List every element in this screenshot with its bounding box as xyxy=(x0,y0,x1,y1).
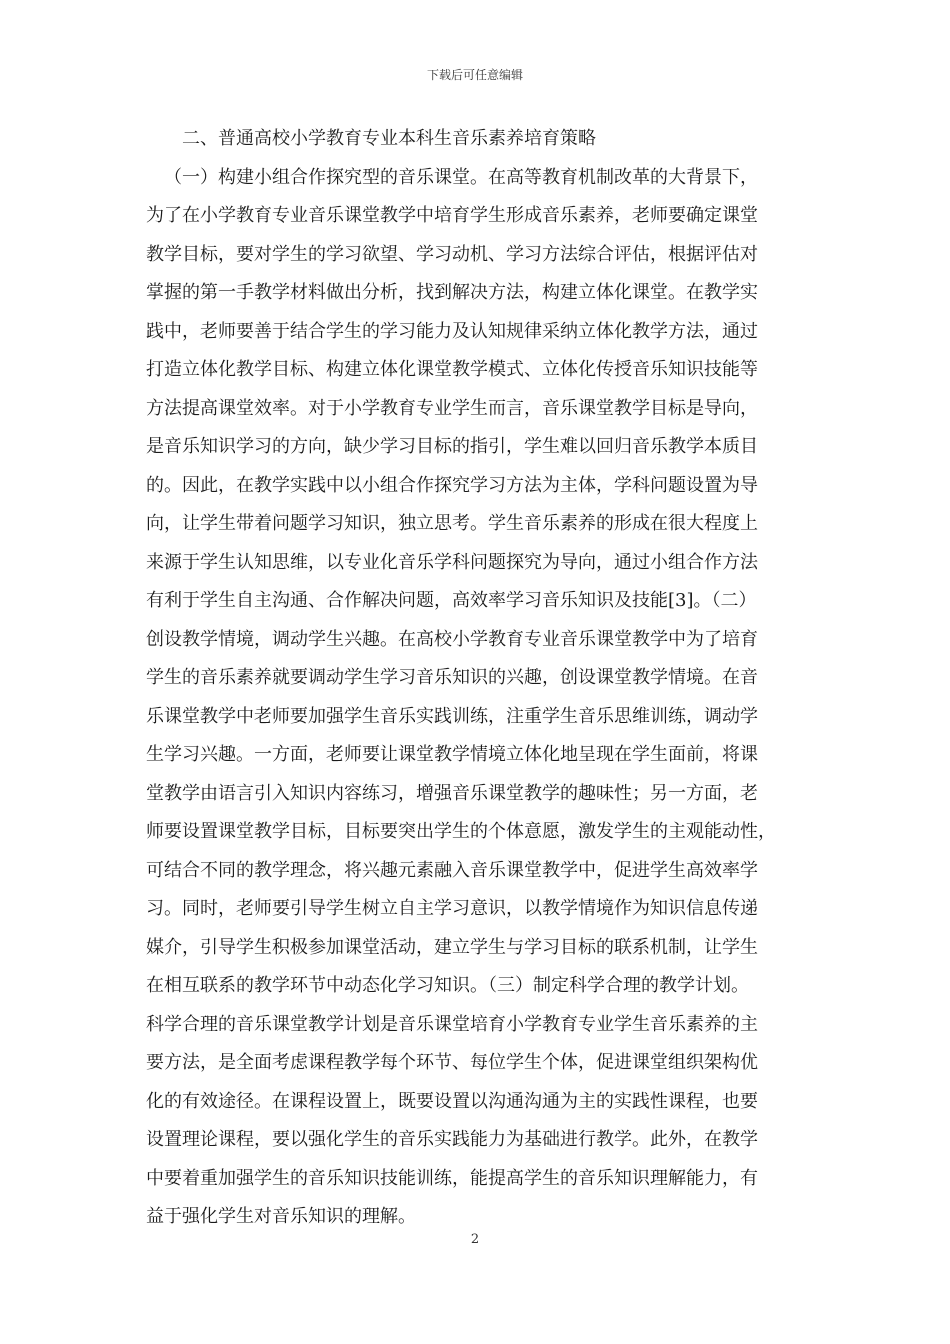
paragraph-line: 要方法，是全面考虑课程教学每个环节、每位学生个体，促进课堂组织架构优 xyxy=(146,1052,758,1073)
page-number: 2 xyxy=(470,1232,480,1247)
paragraph-line: 师要设置课堂教学目标，目标要突出学生的个体意愿，激发学生的主观能动性， xyxy=(146,821,776,842)
section-heading: 二、普通高校小学教育专业本科生音乐素养培育策略 xyxy=(182,128,596,149)
paragraph-line: 化的有效途径。在课程设置上，既要设置以沟通沟通为主的实践性课程，也要 xyxy=(146,1090,758,1112)
paragraph-line: 科学合理的音乐课堂教学计划是音乐课堂培育小学教育专业学生音乐素养的主 xyxy=(146,1013,758,1035)
paragraph-line: 设置理论课程，要以强化学生的音乐实践能力为基础进行教学。此外，在教学 xyxy=(146,1129,758,1150)
paragraph-line: 打造立体化教学目标、构建立体化课堂教学模式、立体化传授音乐知识技能等 xyxy=(146,359,758,380)
paragraph-line: 为了在小学教育专业音乐课堂教学中培育学生形成音乐素养，老师要确定课堂 xyxy=(146,205,758,226)
paragraph-line: 生学习兴趣。一方面，老师要让课堂教学情境立体化地呈现在学生面前，将课 xyxy=(146,744,758,765)
paragraph-line: 掌握的第一手教学材料做出分析，找到解决方法，构建立体化课堂。在教学实 xyxy=(146,282,758,303)
paragraph-line: 的。因此，在教学实践中以小组合作探究学习方法为主体，学科问题设置为导 xyxy=(146,474,758,496)
paragraph-line: 践中，老师要善于结合学生的学习能力及认知规律采纳立体化教学方法，通过 xyxy=(146,320,758,342)
paragraph-line: 来源于学生认知思维，以专业化音乐学科问题探究为导向，通过小组合作方法 xyxy=(146,551,758,573)
page-header: 下载后可任意编辑 xyxy=(426,68,523,82)
paragraph-line: 方法提高课堂效率。对于小学教育专业学生而言，音乐课堂教学目标是导向， xyxy=(146,397,758,419)
paragraph-line: 教学目标，要对学生的学习欲望、学习动机、学习方法综合评估，根据评估对 xyxy=(146,243,758,265)
paragraph-line: 在相互联系的教学环节中动态化学习知识。（三）制定科学合理的教学计划。 xyxy=(146,975,749,996)
paragraph-line: 学生的音乐素养就要调动学生学习音乐知识的兴趣，创设课堂教学情境。在音 xyxy=(146,667,758,688)
paragraph-line: 堂教学由语言引入知识内容练习，增强音乐课堂教学的趣味性；另一方面，老 xyxy=(146,782,758,804)
paragraph-line: 习。同时，老师要引导学生树立自主学习意识，以教学情境作为知识信息传递 xyxy=(146,898,758,919)
document-body xyxy=(146,120,812,1237)
paragraph-line: 有利于学生自主沟通、合作解决问题，高效率学习音乐知识及技能[3]。（二） xyxy=(146,590,757,611)
paragraph-line: （一）构建小组合作探究型的音乐课堂。在高等教育机制改革的大背景下， xyxy=(164,166,758,188)
paragraph-line: 媒介，引导学生积极参加课堂活动，建立学生与学习目标的联系机制，让学生 xyxy=(146,936,758,958)
paragraph-line: 中要着重加强学生的音乐知识技能训练，能提高学生的音乐知识理解能力，有 xyxy=(146,1167,758,1189)
paragraph-line: 益于强化学生对音乐知识的理解。 xyxy=(146,1206,416,1227)
paragraph-line: 乐课堂教学中老师要加强学生音乐实践训练，注重学生音乐思维训练，调动学 xyxy=(146,705,758,727)
paragraph-line: 可结合不同的教学理念，将兴趣元素融入音乐课堂教学中，促进学生高效率学 xyxy=(146,859,758,881)
paragraph-line: 是音乐知识学习的方向，缺少学习目标的指引，学生难以回归音乐教学本质目 xyxy=(146,436,758,457)
paragraph-line: 创设教学情境，调动学生兴趣。在高校小学教育专业音乐课堂教学中为了培育 xyxy=(146,628,758,650)
paragraph-line: 向，让学生带着问题学习知识，独立思考。学生音乐素养的形成在很大程度上 xyxy=(146,513,758,534)
